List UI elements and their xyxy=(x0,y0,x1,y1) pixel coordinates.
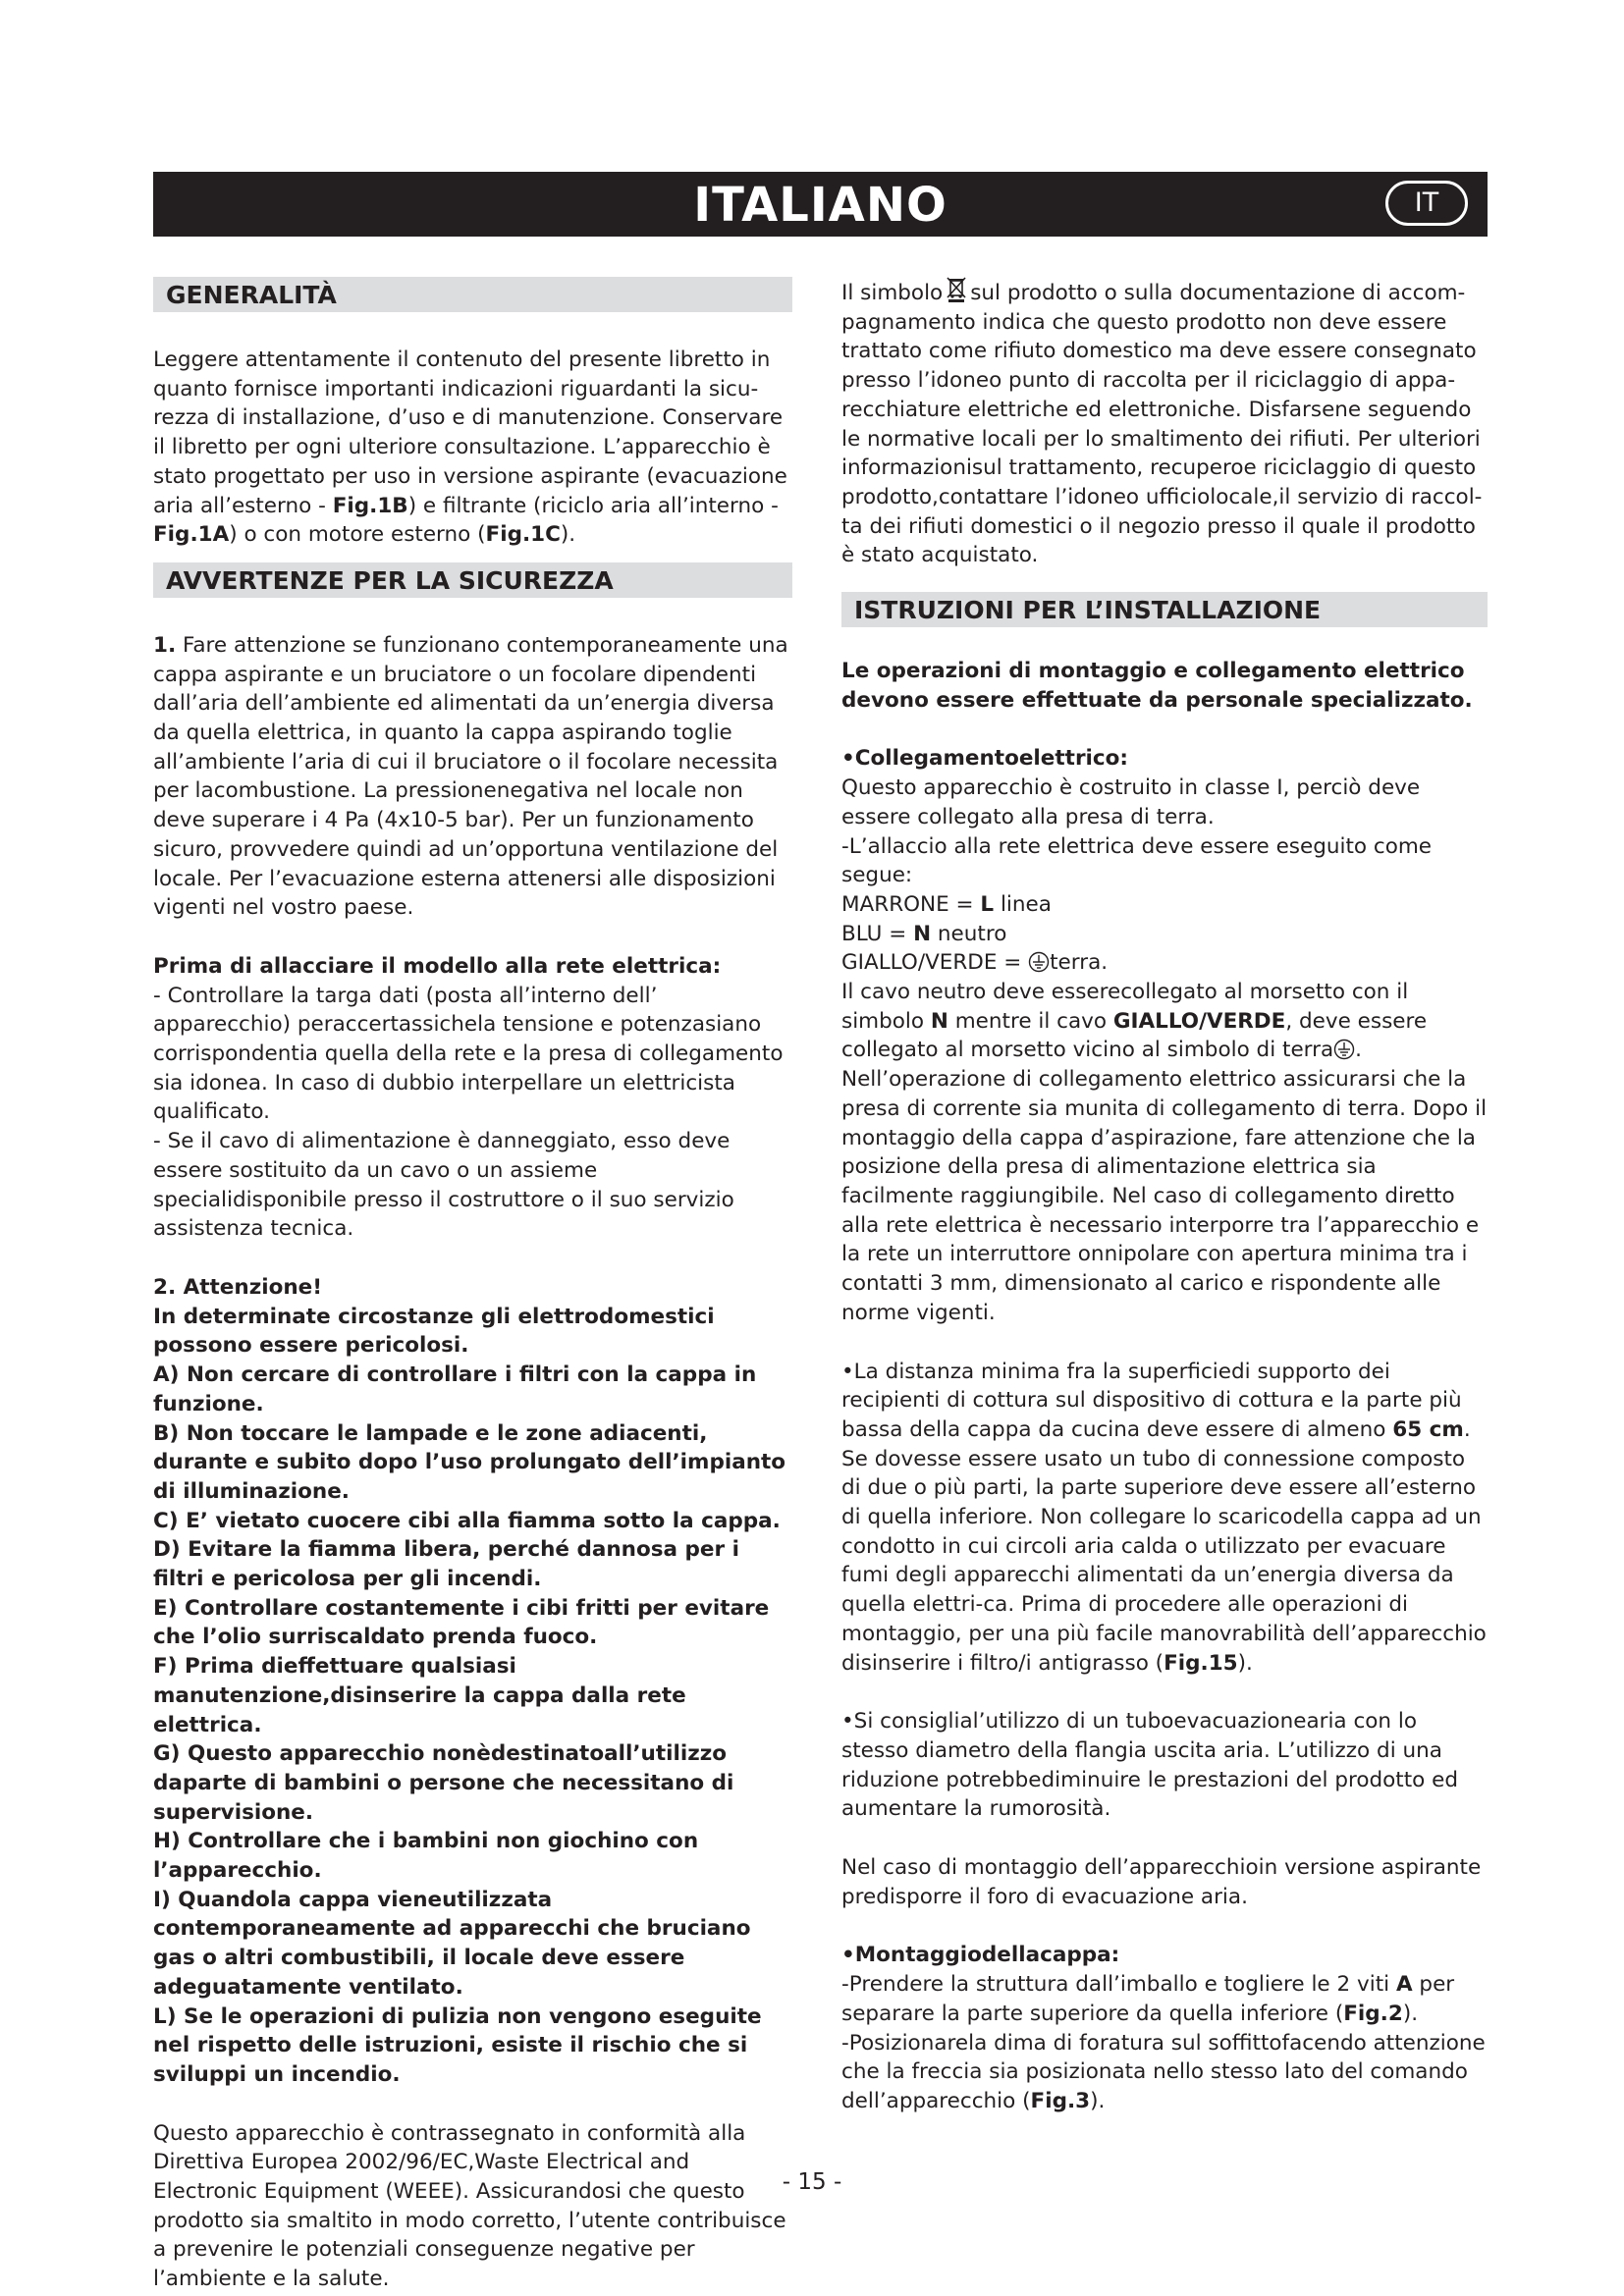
collegamento-text-3: Nell’operazione di collegamento elettrico assicurarsi che la presa di corrente sia munita di collegamento di terra. Dopo il montaggio della cappa d’aspirazione, fare attenzione che la posizione della presa di alimentazione elettrica sia facilmente raggiungibile. Nel caso di collegamento diretto alla rete elettrica è necessario interporre tra l’apparecchio e la rete un interruttore onnipolare con apertura minima tra i contatti 3 mm, dimensionato al carico e rispondente alle norme vigenti. xyxy=(841,1067,1488,1325)
distanza-paragraph: •La distanza minima fra la superficiedi supporto dei recipienti di cottura sul dispositivo di cottura e la parte più bassa della cappa da cucina deve essere di almeno 65 cm. Se dovesse essere usato un tubo di connessione composto di due o più parti, la parte superiore deve essere all’esterno di quella inferiore. Non collegare lo scaricodella cappa ad un condotto in cui circoli aria calda o utilizzato per evacuare fumi degli apparecchi alimentati da un’energia diversa da quella elettri-ca. Prima di procedere alle operazioni di montaggio, per una più facile manovrabilità dell’apparecchio disinserire i filtro/i antigrasso (Fig.15). xyxy=(841,1359,1487,1676)
prima-item-1: - Controllare la targa dati (posta all’interno dell’ apparecchio) peraccertassichela tensione e potenzasiano corrispondentia quella della rete e la presa di collegamento sia idonea. In caso di dubbio interpellare un elettricista qualificato. xyxy=(153,983,784,1125)
wire-marrone: MARRONE = L linea xyxy=(841,891,1052,917)
banner-title: ITALIANO xyxy=(693,178,947,233)
collegamento-text-1: Questo apparecchio è costruito in classe I, perciò deve essere collegato alla presa di terra. xyxy=(841,775,1421,829)
simbolo-paragraph: Il simbolo sul prodotto o sulla documentazione di accom-pagnamento indica che questo prodotto non deve essere trattato come rifiuto domestico ma deve essere consegnato presso l’idoneo punto di raccolta per il riciclaggio di appa-recchiature elettriche ed elettroniche. Disfarsene seguendo le normative locali per lo smaltimento dei rifiuti. Per ulteriori informazionisul trattamento, recuperoe riciclaggio di questo prodotto,contattare l’idoneo ufficiolocale,il servizio di raccol-ta dei rifiuti domestici o il negozio presso il quale il prodotto è stato acquistato. xyxy=(841,277,1488,570)
attenzione-title: 2. Attenzione! xyxy=(153,1274,323,1300)
montaggio-heading: •Montaggiodellacappa: xyxy=(841,1943,1120,1968)
generalita-paragraph: Leggere attentamente il contenuto del presente libretto in quanto fornisce importanti indicazioni riguardanti la sicu-rezza di installazione, d’uso e di manutenzione. Conservare il libretto per ogni ulteriore consultazione. L’apparecchio è stato progettato per uso in versione aspirante (evacuazione aria all’esterno - Fig.1B) e filtrante (riciclo aria all’interno - Fig.1A) o con motore esterno (Fig.1C). xyxy=(153,347,787,548)
attenzione-item-b: B) Non toccare le lampade e le zone adiacenti, durante e subito dopo l’uso prolungato dell’impianto di illuminazione. xyxy=(153,1420,786,1504)
prima-heading: Prima di allacciare il modello alla rete elettrica: xyxy=(153,953,722,979)
attenzione-item-i: I) Quandola cappa vieneutilizzata contemporaneamente ad apparecchi che bruciano gas o altri combustibili, il locale deve essere adeguatamente ventilato. xyxy=(153,1887,751,2000)
weee-paragraph: Questo apparecchio è contrassegnato in conformità alla Direttiva Europea 2002/96/EC,Waste Electrical and Electronic Equipment (WEEE). Assicurandosi che questo prodotto sia smaltito in modo corretto, l’utente contribuisce a prevenire le potenziali conseguenze negative per l’ambiente e la salute. xyxy=(153,2120,786,2292)
attenzione-item-l: L) Se le operazioni di pulizia non vengono eseguite nel rispetto delle istruzioni, esiste il rischio che si sviluppi un incendio. xyxy=(153,2003,762,2087)
attenzione-item-d: D) Evitare la fiamma libera, perché dannosa per i filtri e pericolosa per gli incendi. xyxy=(153,1537,739,1592)
wire-blu: BLU = N neutro xyxy=(841,921,1007,946)
left-column xyxy=(153,277,792,2294)
wire-giallo-verde: GIALLO/VERDE = terra. xyxy=(841,950,1109,976)
montaggio-step-2: -Posizionarela dima di foratura sul soffittofacendo attenzione che la freccia sia posizionata nello stesso lato del comando dell’apparecchio (Fig.3). xyxy=(841,2030,1486,2113)
montaggio-step-1: -Prendere la struttura dall’imballo e togliere le 2 viti A per separare la parte superiore da quella inferiore (Fig.2). xyxy=(841,1972,1455,2026)
section-heading-generalita: GENERALITÀ xyxy=(153,277,792,312)
attenzione-item-e: E) Controllare costantemente i cibi fritti per evitare che l’olio surriscaldato prenda fuoco. xyxy=(153,1595,770,1650)
earth-ground-icon xyxy=(1333,1039,1355,1060)
attenzione-item-c: C) E’ vietato cuocere cibi alla fiamma sotto la cappa. xyxy=(153,1508,781,1533)
attenzione-intro: In determinate circostanze gli elettrodomestici possono essere pericolosi. xyxy=(153,1304,715,1359)
collegamento-heading: •Collegamentoelettrico: xyxy=(841,746,1129,772)
tubo-paragraph: •Si consiglial’utilizzo di un tuboevacuazionearia con lo stesso diametro della flangia uscita aria. L’utilizzo di una riduzione potrebbediminuire le prestazioni del prodotto ed aumentare la rumorosità. xyxy=(841,1709,1459,1822)
section-heading-istruzioni: ISTRUZIONI PER L’INSTALLAZIONE xyxy=(841,592,1488,627)
right-column xyxy=(841,277,1488,2116)
collegamento-text-2: -L’allaccio alla rete elettrica deve essere eseguito come segue: xyxy=(841,833,1433,888)
earth-ground-icon xyxy=(1028,951,1050,973)
attenzione-item-g: G) Questo apparecchio nonèdestinatoall’utilizzo daparte di bambini o persone che necessitano di supervisione. xyxy=(153,1741,734,1825)
attenzione-item-f: F) Prima dieffettuare qualsiasi manutenzione,disinserire la cappa dalla rete elettrica. xyxy=(153,1654,686,1737)
section-heading-sicurezza: AVVERTENZE PER LA SICUREZZA xyxy=(153,562,792,598)
istruzioni-intro: Le operazioni di montaggio e collegamento elettrico devono essere effettuate da personale specializzato. xyxy=(841,659,1473,713)
aspirante-paragraph: Nel caso di montaggio dell’apparecchioin versione aspirante predisporre il foro di evacuazione aria. xyxy=(841,1855,1482,1909)
prima-item-2: - Se il cavo di alimentazione è danneggiato, esso deve essere sostituito da un cavo o un assieme specialidisponibile presso il costruttore o il suo servizio assistenza tecnica. xyxy=(153,1129,734,1242)
safety-paragraph-1: 1. Fare attenzione se funzionano contemporaneamente una cappa aspirante e un bruciatore o un focolare dipendenti dall’aria dell’ambiente ed alimentati da un’energia diversa da quella elettrica, in quanto la cappa aspirando toglie all’ambiente l’aria di cui il bruciatore o il focolare necessita per lacombustione. La pressionenegativa nel locale non deve superare i 4 Pa (4x10-5 bar). Per un funzionamento sicuro, provvedere quindi ad un’opportuna ventilazione del locale. Per l’evacuazione esterna attenersi alle disposizioni vigenti nel vostro paese. xyxy=(153,632,788,921)
page-number: - 15 - xyxy=(782,2169,842,2195)
crossed-out-wheelie-bin-icon xyxy=(947,277,966,302)
language-banner xyxy=(153,172,1488,237)
neutro-paragraph: Il cavo neutro deve esserecollegato al morsetto con il simbolo N mentre il cavo GIALLO/VERDE, deve essere collegato al morsetto vicino al simbolo di terra . xyxy=(841,980,1428,1063)
attenzione-item-a: A) Non cercare di controllare i filtri con la cappa in funzione. xyxy=(153,1362,757,1416)
language-badge: IT xyxy=(1385,181,1468,226)
attenzione-item-h: H) Controllare che i bambini non giochino con l’apparecchio. xyxy=(153,1829,699,1884)
